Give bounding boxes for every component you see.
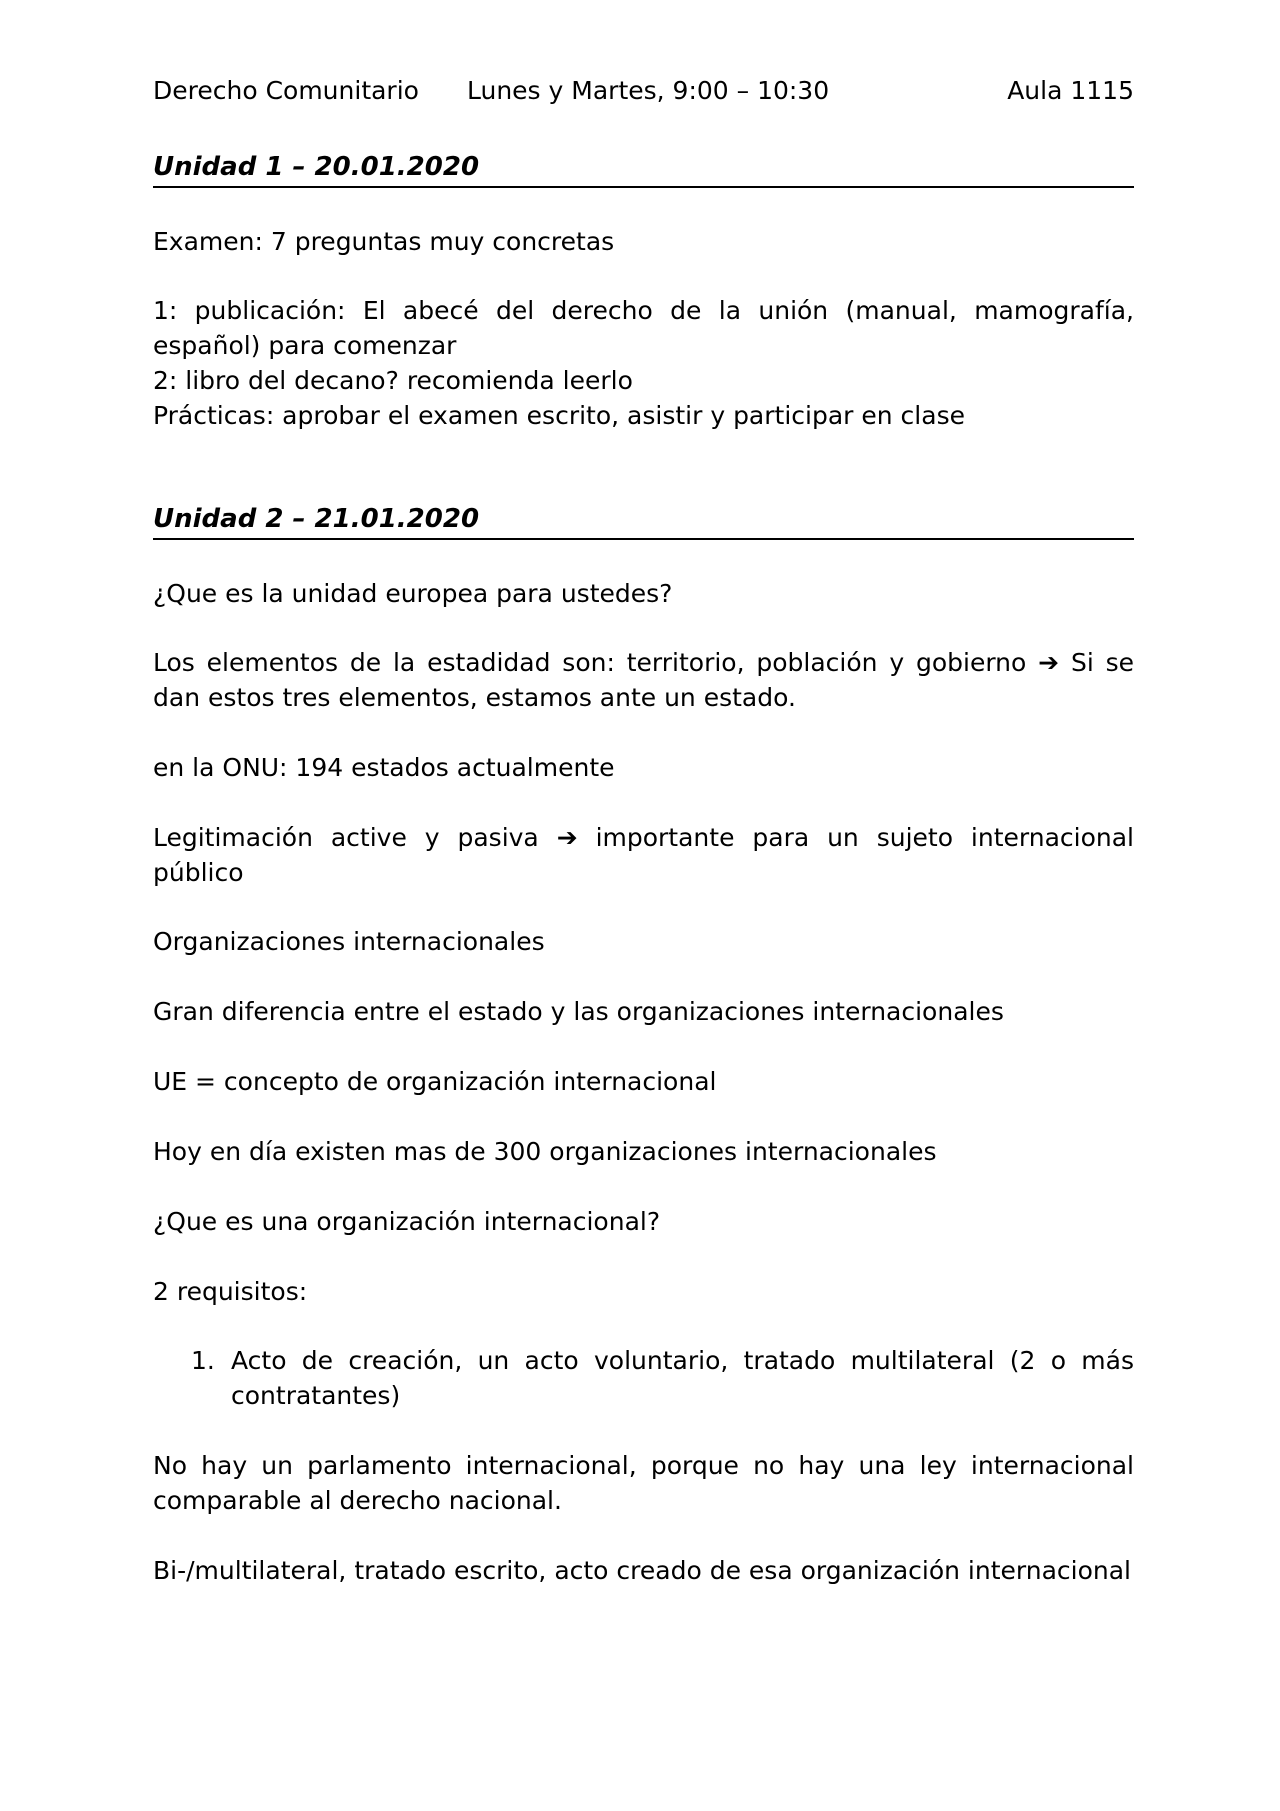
unit2-300: Hoy en día existen mas de 300 organizaciones internacionales (153, 1137, 937, 1166)
arrow-right-icon: ➔ (556, 823, 578, 852)
list-item-text: Acto de creación, un acto voluntario, tratado multilateral (2 o más contratantes) (231, 1346, 1134, 1410)
unit1-item1: 1: publicación: El abecé del derecho de la unión (manual, mamografía, español) para comenzar (153, 296, 1134, 360)
estadidad-conclusion: Si se dan estos tres elementos, estamos ante un estado. (153, 648, 1135, 712)
unit1-exam: Examen: 7 preguntas muy concretas (153, 227, 615, 256)
unit2-onu: en la ONU: 194 estados actualmente (153, 753, 615, 782)
unit2-requisitos: 2 requisitos: (153, 1277, 308, 1306)
arrow-right-icon: ➔ (1038, 648, 1060, 677)
unit1-heading: Unidad 1 – 20.01.2020 (153, 150, 1134, 188)
unit2-paragraph-legitimacion (153, 820, 1134, 890)
unit2-organizaciones: Organizaciones internacionales (153, 927, 545, 956)
header-room: Aula 1115 (1007, 76, 1134, 105)
unit2-diferencia: Gran diferencia entre el estado y las organizaciones internacionales (153, 997, 1004, 1026)
header-schedule: Lunes y Martes, 9:00 – 10:30 (467, 76, 830, 105)
unit2-parlamento: No hay un parlamento internacional, porque no hay una ley internacional comparable al derecho nacional. (153, 1451, 1134, 1515)
unit2-bilateral: Bi-/multilateral, tratado escrito, acto creado de esa organización internacional (153, 1556, 1131, 1585)
list-item-number: 1. (191, 1346, 215, 1375)
estadidad-text: Los elementos de la estadidad son: territorio, población y gobierno (153, 648, 1027, 677)
unit1-practicas: Prácticas: aprobar el examen escrito, asistir y participar en clase (153, 401, 965, 430)
unit2-question1: ¿Que es la unidad europea para ustedes? (153, 579, 673, 608)
unit1-item2: 2: libro del decano? recomienda leerlo (153, 366, 633, 395)
unit2-ue: UE = concepto de organización internacional (153, 1067, 717, 1096)
legitimacion-text: Legitimación active y pasiva (153, 823, 539, 852)
legitimacion-conclusion: importante para un sujeto internacional público (153, 823, 1134, 887)
unit2-question2: ¿Que es una organización internacional? (153, 1207, 661, 1236)
page-header (153, 74, 1134, 108)
unit2-heading: Unidad 2 – 21.01.2020 (153, 502, 1134, 540)
unit2-paragraph-estadidad (153, 645, 1134, 715)
header-course: Derecho Comunitario (153, 76, 419, 105)
